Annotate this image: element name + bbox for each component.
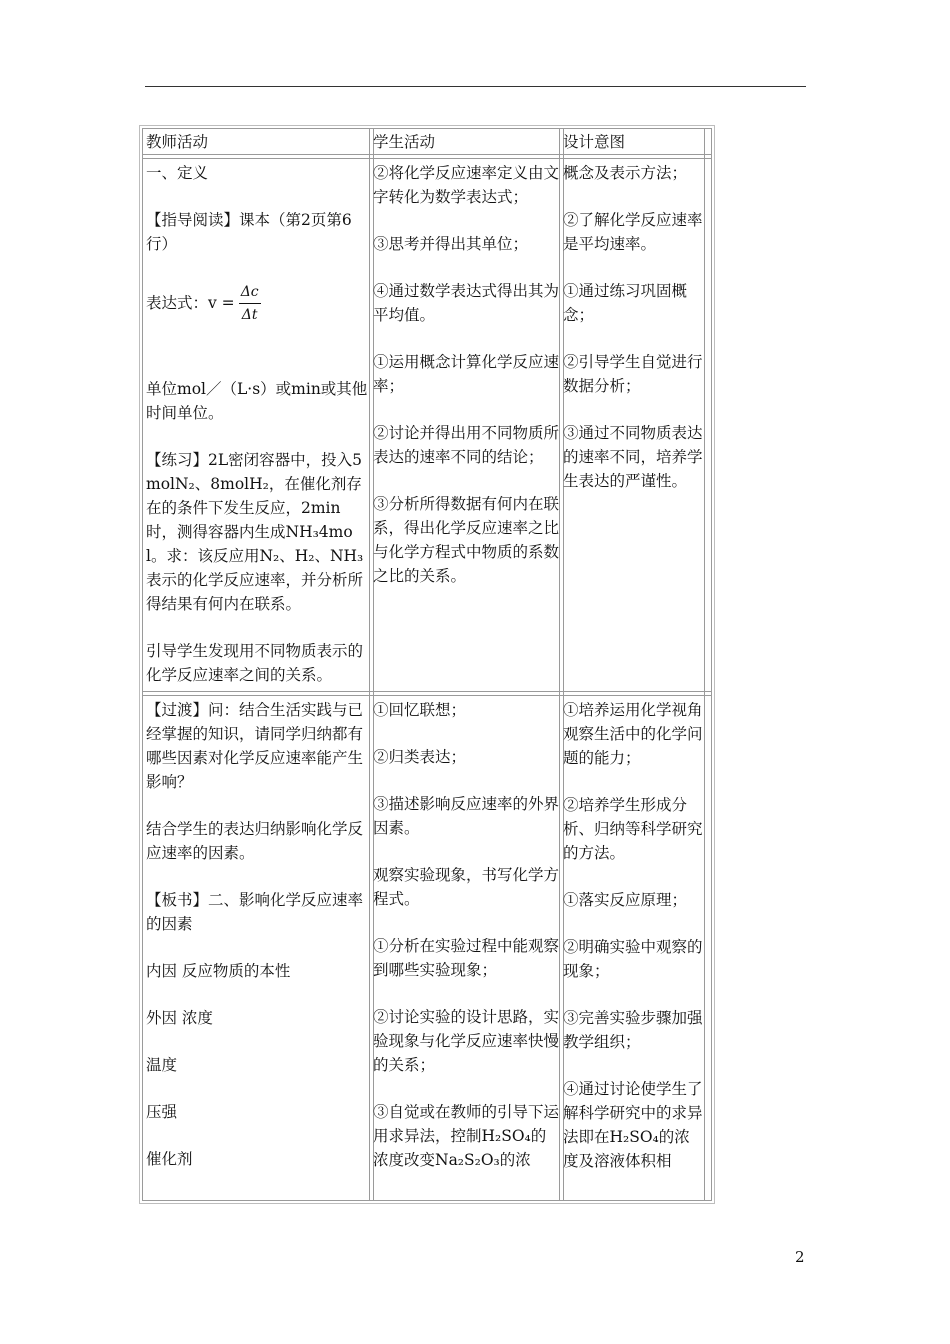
factor-catalyst: 催化剂 xyxy=(146,1150,193,1168)
intent-item: ①培养运用化学视角观察生活中的化学问题的能力； xyxy=(563,701,703,767)
intent-item: ②培养学生形成分析、归纳等科学研究的方法。 xyxy=(563,796,703,862)
header-rule xyxy=(145,86,806,87)
table-inner-border xyxy=(142,128,712,1201)
intent-item: ③完善实验步骤加强教学组织； xyxy=(563,1009,703,1051)
formula-label: 表达式：v = xyxy=(146,294,235,312)
rate-formula xyxy=(146,279,369,327)
row1-intent-cell xyxy=(563,161,704,493)
student-item: ②归类表达； xyxy=(373,748,467,766)
header-teacher: 教师活动 xyxy=(146,133,209,151)
page-number: 2 xyxy=(795,1248,805,1266)
factor-concentration: 外因 浓度 xyxy=(146,1009,213,1027)
lesson-table xyxy=(139,125,715,1204)
row1-student-cell xyxy=(373,161,559,588)
row2-intent-cell xyxy=(563,698,704,1173)
fraction-bar xyxy=(239,303,261,304)
section-heading: 一、定义 xyxy=(146,164,209,182)
intent-item: ①通过练习巩固概念； xyxy=(563,282,688,324)
formula-denominator: Δt xyxy=(241,306,258,323)
row-divider xyxy=(143,695,711,696)
intent-item: ②引导学生自觉进行数据分析； xyxy=(563,353,703,395)
factor-internal: 内因 反应物质的本性 xyxy=(146,962,291,980)
unit-text: 单位mol／（L·s）或min或其他时间单位。 xyxy=(146,380,368,422)
intent-item: ④通过讨论使学生了解科学研究中的求异法即在H₂SO₄的浓度及溶液体积相 xyxy=(563,1080,703,1170)
row1-teacher-cell xyxy=(146,161,369,687)
guide-text: 引导学生发现用不同物质表示的化学反应速率之间的关系。 xyxy=(146,642,364,684)
intent-item: ②了解化学反应速率是平均速率。 xyxy=(563,211,703,253)
row2-student-cell xyxy=(373,698,559,1172)
student-item: ②讨论实验的设计思路，实验现象与化学反应速率快慢的关系； xyxy=(373,1008,560,1074)
student-item: ②将化学反应速率定义由文字转化为数学表达式； xyxy=(373,164,560,206)
student-item: 观察实验现象，书写化学方程式。 xyxy=(373,866,560,908)
student-item: ②讨论并得出用不同物质所表达的速率不同的结论； xyxy=(373,424,560,466)
column-divider xyxy=(369,129,370,1200)
header-student: 学生活动 xyxy=(373,133,436,151)
row2-teacher-cell xyxy=(146,698,369,1171)
factor-temperature: 温度 xyxy=(146,1056,178,1074)
intent-item: ②明确实验中观察的现象； xyxy=(563,938,703,980)
column-divider xyxy=(559,129,560,1200)
column-divider xyxy=(704,129,705,1200)
student-item: ①运用概念计算化学反应速率； xyxy=(373,353,560,395)
factor-pressure: 压强 xyxy=(146,1103,178,1121)
intent-item: 概念及表示方法； xyxy=(563,164,688,182)
header-intent: 设计意图 xyxy=(563,133,626,151)
student-item: ④通过数学表达式得出其为平均值。 xyxy=(373,282,560,324)
student-item: ③思考并得出其单位； xyxy=(373,235,529,253)
student-item: ①回忆联想； xyxy=(373,701,467,719)
reading-guide: 【指导阅读】课本（第2页第6行） xyxy=(146,211,352,253)
board-text: 【板书】二、影响化学反应速率的因素 xyxy=(146,891,364,933)
row-divider xyxy=(143,158,711,159)
row-divider xyxy=(143,154,711,155)
student-item: ①分析在实验过程中能观察到哪些实验现象； xyxy=(373,937,560,979)
student-item: ③自觉或在教师的引导下运用求异法，控制H₂SO₄的浓度改变Na₂S₂O₃的浓 xyxy=(373,1103,560,1169)
summary-text: 结合学生的表达归纳影响化学反应速率的因素。 xyxy=(146,820,364,862)
intent-item: ③通过不同物质表达的速率不同，培养学生表达的严谨性。 xyxy=(563,424,703,490)
row-divider xyxy=(143,691,711,692)
exercise-text: 【练习】2L密闭容器中，投入5molN₂、8molH₂，在催化剂存在的条件下发生反应，2min时，测得容器内生成NH₃4mol。求：该反应用N₂、H₂、NH₃表示的化学反应速率，并分析所得结果有何内在联系。 xyxy=(146,451,364,613)
student-item: ③分析所得数据有何内在联系，得出化学反应速率之比与化学方程式中物质的系数之比的关系。 xyxy=(373,495,560,585)
intent-item: ①落实反应原理； xyxy=(563,891,688,909)
formula-numerator: Δc xyxy=(240,283,259,300)
formula-fraction xyxy=(239,283,261,324)
student-item: ③描述影响反应速率的外界因素。 xyxy=(373,795,560,837)
transition-text: 【过渡】问：结合生活实践与已经掌握的知识，请同学归纳都有哪些因素对化学反应速率能产生影响？ xyxy=(146,701,364,791)
